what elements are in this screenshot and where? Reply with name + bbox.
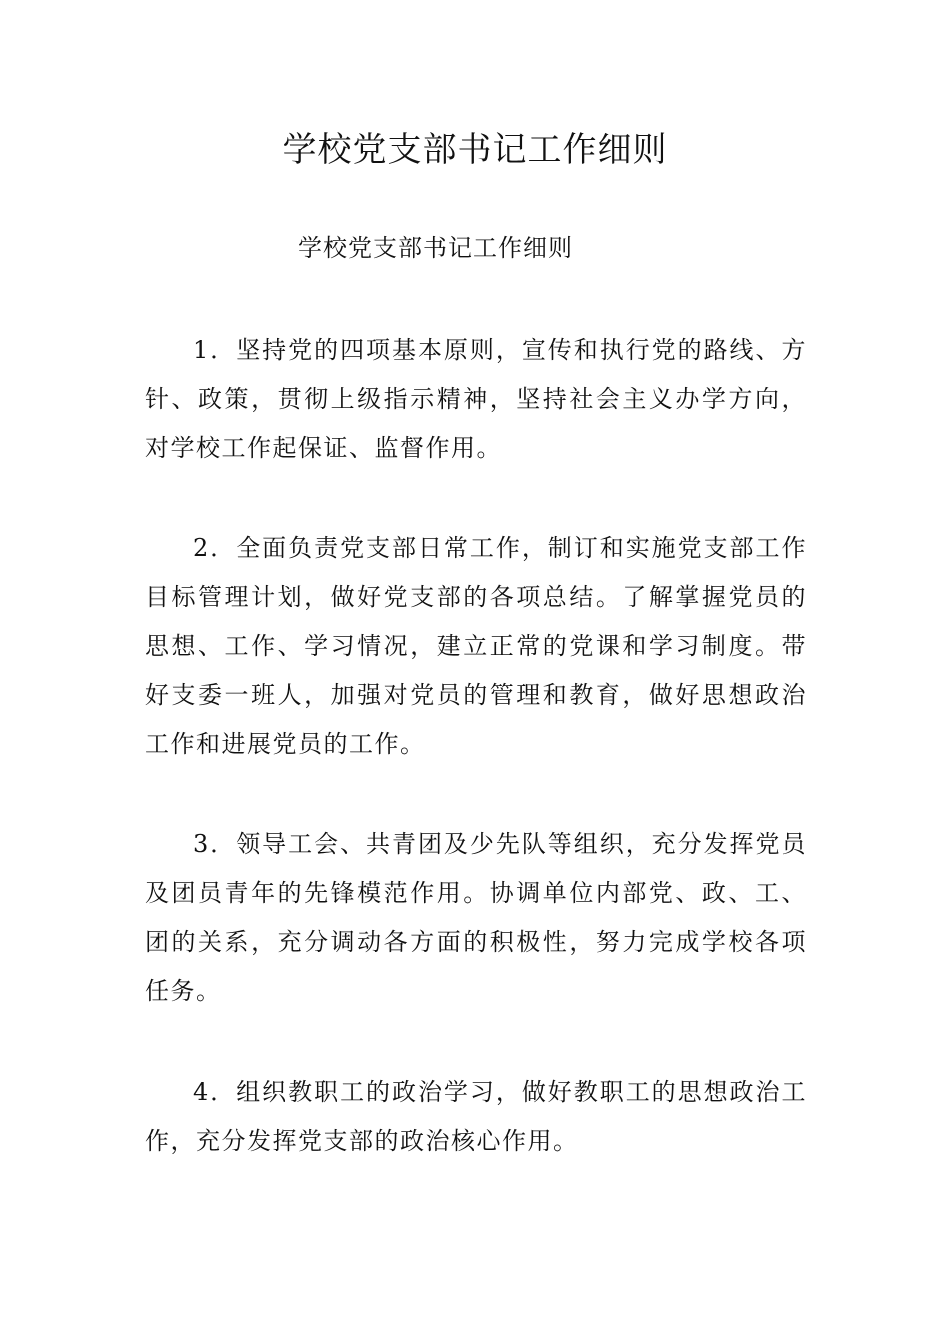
paragraph-1: 1．坚持党的四项基本原则，宣传和执行党的路线、方针、政策，贯彻上级指示精神，坚持社会主义办学方向，对学校工作起保证、监督作用。 xyxy=(145,336,807,462)
paragraph-4: 4．组织教职工的政治学习，做好教职工的思想政治工作，充分发挥党支部的政治核心作用。 xyxy=(145,1078,807,1155)
document-title: 学校党支部书记工作细则 xyxy=(282,130,668,170)
document-subtitle: 学校党支部书记工作细则 xyxy=(298,234,573,262)
paragraph-2: 2．全面负责党支部日常工作，制订和实施党支部工作目标管理计划，做好党支部的各项总结。了解掌握党员的思想、工作、学习情况，建立正常的党课和学习制度。带好支委一班人，加强对党员的管理和教育，做好思想政治工作和进展党员的工作。 xyxy=(145,534,807,758)
paragraph-3: 3．领导工会、共青团及少先队等组织，充分发挥党员及团员青年的先锋模范作用。协调单位内部党、政、工、团的关系，充分调动各方面的积极性，努力完成学校各项任务。 xyxy=(145,830,807,1005)
